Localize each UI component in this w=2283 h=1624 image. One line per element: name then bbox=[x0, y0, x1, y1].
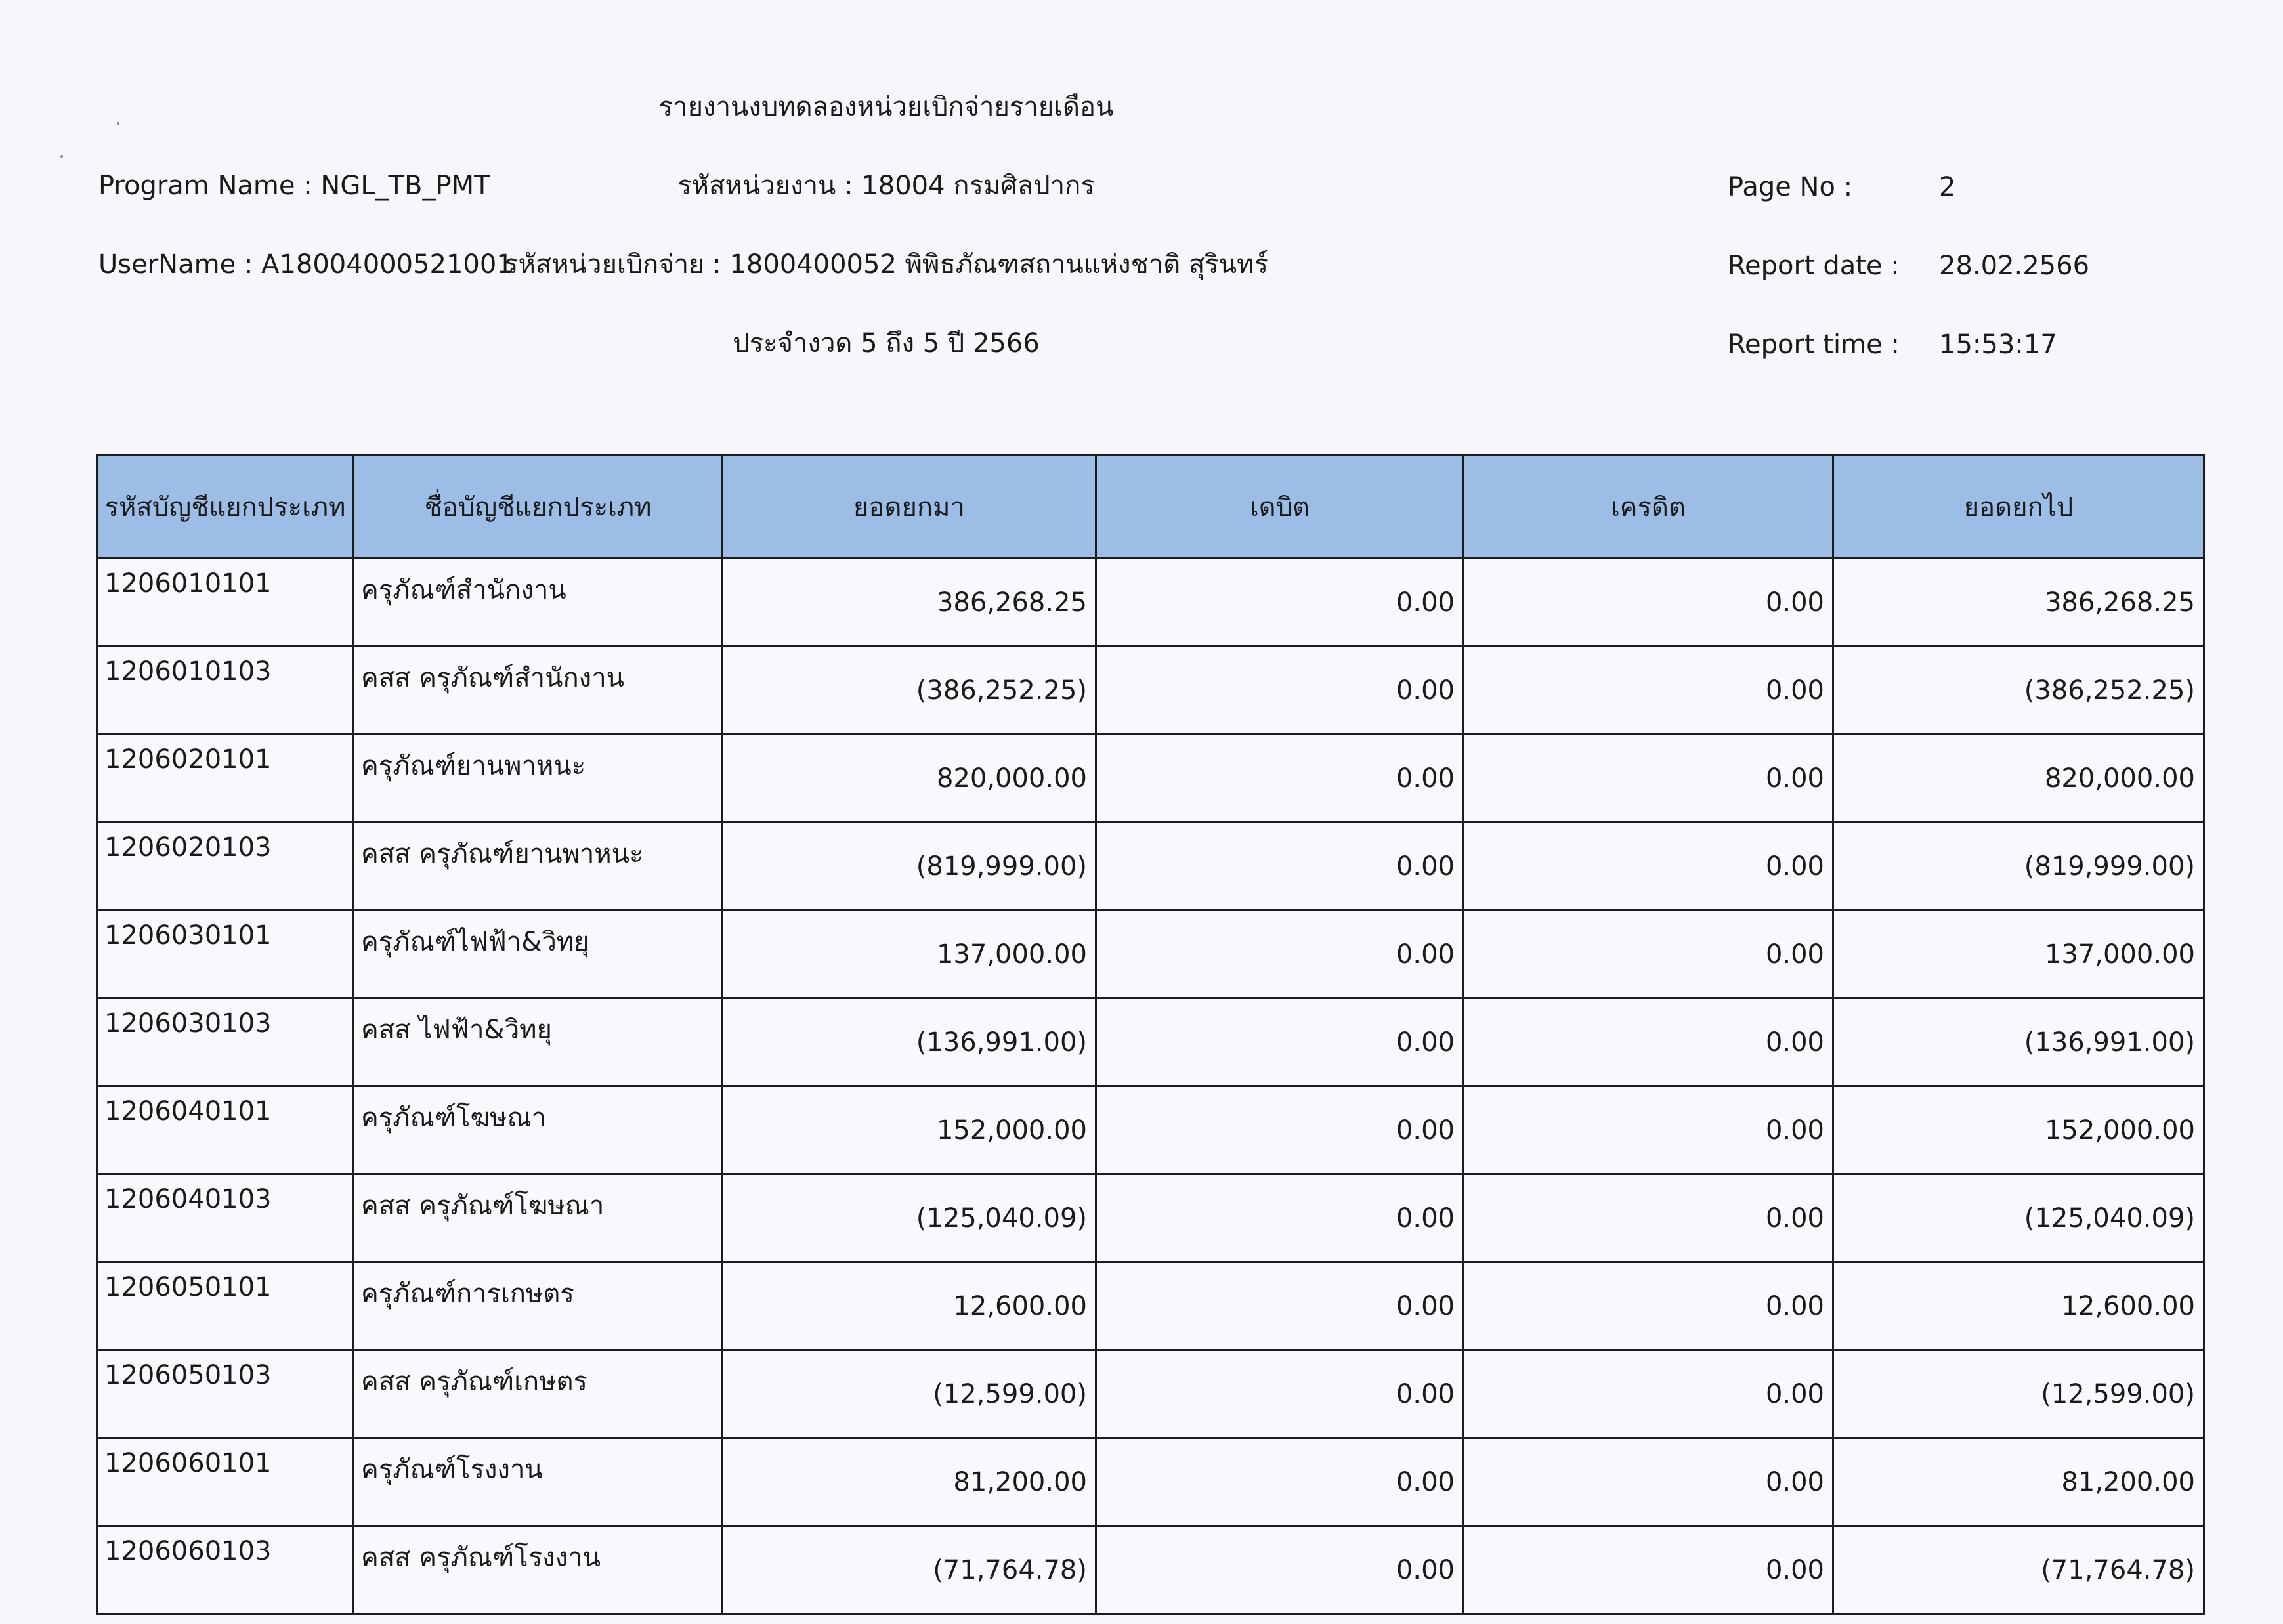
cell-carried-forward: (71,764.78) bbox=[1833, 1526, 2204, 1614]
cell-carried-forward: 137,000.00 bbox=[1833, 910, 2204, 998]
cell-brought-forward: 152,000.00 bbox=[723, 1086, 1096, 1174]
cell-credit: 0.00 bbox=[1464, 1438, 1833, 1526]
table-row bbox=[97, 1438, 2204, 1526]
table-row bbox=[97, 735, 2204, 823]
cell-debit: 0.00 bbox=[1096, 1262, 1464, 1350]
disbursing-unit-line: รหัสหน่วยเบิกจ่าย : 1800400052 พิพิธภัณฑสถานแห่งชาติ สุรินทร์ bbox=[504, 249, 1268, 280]
cell-carried-forward: 152,000.00 bbox=[1833, 1086, 2204, 1174]
cell-carried-forward: (12,599.00) bbox=[1833, 1350, 2204, 1438]
cell-account-name: ครุภัณฑ์โฆษณา bbox=[354, 1086, 723, 1174]
table-row bbox=[97, 1526, 2204, 1614]
cell-carried-forward: (819,999.00) bbox=[1833, 823, 2204, 910]
cell-account-code: 1206020103 bbox=[97, 823, 354, 910]
agency-line: รหัสหน่วยงาน : 18004 กรมศิลปากร bbox=[677, 171, 1095, 201]
report-date-value: 28.02.2566 bbox=[1939, 251, 2090, 281]
table-row bbox=[97, 998, 2204, 1086]
cell-debit: 0.00 bbox=[1096, 1086, 1464, 1174]
cell-debit: 0.00 bbox=[1096, 998, 1464, 1086]
cell-account-code: 1206040103 bbox=[97, 1174, 354, 1262]
table-row bbox=[97, 910, 2204, 998]
cell-brought-forward: 137,000.00 bbox=[723, 910, 1096, 998]
cell-account-code: 1206030101 bbox=[97, 910, 354, 998]
trial-balance-table bbox=[96, 454, 2205, 1615]
cell-account-name: ครุภัณฑ์โรงงาน bbox=[354, 1438, 723, 1526]
cell-credit: 0.00 bbox=[1464, 998, 1833, 1086]
cell-brought-forward: (819,999.00) bbox=[723, 823, 1096, 910]
period-line: ประจำงวด 5 ถึง 5 ปี 2566 bbox=[733, 328, 1040, 358]
user-name: UserName : A18004000521001 bbox=[98, 249, 513, 280]
cell-carried-forward: 12,600.00 bbox=[1833, 1262, 2204, 1350]
cell-debit: 0.00 bbox=[1096, 1526, 1464, 1614]
cell-brought-forward: (125,040.09) bbox=[723, 1174, 1096, 1262]
cell-account-name: ครุภัณฑ์สำนักงาน bbox=[354, 559, 723, 647]
cell-carried-forward: (386,252.25) bbox=[1833, 647, 2204, 735]
cell-account-name: คสส ไฟฟ้า&วิทยุ bbox=[354, 998, 723, 1086]
table-row bbox=[97, 1174, 2204, 1262]
cell-carried-forward: 386,268.25 bbox=[1833, 559, 2204, 647]
header-debit: เดบิต bbox=[1096, 456, 1464, 559]
cell-account-code: 1206020101 bbox=[97, 735, 354, 823]
table-row bbox=[97, 1262, 2204, 1350]
cell-credit: 0.00 bbox=[1464, 559, 1833, 647]
cell-credit: 0.00 bbox=[1464, 1262, 1833, 1350]
cell-credit: 0.00 bbox=[1464, 823, 1833, 910]
cell-account-code: 1206050103 bbox=[97, 1350, 354, 1438]
program-name: Program Name : NGL_TB_PMT bbox=[98, 171, 490, 201]
page-no-label: Page No : bbox=[1728, 172, 1853, 202]
cell-account-code: 1206050101 bbox=[97, 1262, 354, 1350]
cell-account-name: ครุภัณฑ์ไฟฟ้า&วิทยุ bbox=[354, 910, 723, 998]
table-header-row bbox=[97, 456, 2204, 559]
cell-brought-forward: (136,991.00) bbox=[723, 998, 1096, 1086]
cell-credit: 0.00 bbox=[1464, 647, 1833, 735]
report-time-value: 15:53:17 bbox=[1939, 330, 2057, 360]
header-carried-forward: ยอดยกไป bbox=[1833, 456, 2204, 559]
cell-carried-forward: (125,040.09) bbox=[1833, 1174, 2204, 1262]
cell-debit: 0.00 bbox=[1096, 559, 1464, 647]
cell-credit: 0.00 bbox=[1464, 1174, 1833, 1262]
table-row bbox=[97, 1350, 2204, 1438]
scan-speck bbox=[60, 155, 63, 158]
report-date-label: Report date : bbox=[1728, 251, 1900, 281]
report-time-label: Report time : bbox=[1728, 330, 1900, 360]
cell-credit: 0.00 bbox=[1464, 910, 1833, 998]
cell-carried-forward: (136,991.00) bbox=[1833, 998, 2204, 1086]
table-row bbox=[97, 559, 2204, 647]
header-account-name: ชื่อบัญชีแยกประเภท bbox=[354, 456, 723, 559]
cell-account-code: 1206060101 bbox=[97, 1438, 354, 1526]
cell-credit: 0.00 bbox=[1464, 1350, 1833, 1438]
cell-account-code: 1206060103 bbox=[97, 1526, 354, 1614]
cell-brought-forward: 12,600.00 bbox=[723, 1262, 1096, 1350]
cell-debit: 0.00 bbox=[1096, 1438, 1464, 1526]
cell-credit: 0.00 bbox=[1464, 1526, 1833, 1614]
cell-account-code: 1206030103 bbox=[97, 998, 354, 1086]
cell-carried-forward: 820,000.00 bbox=[1833, 735, 2204, 823]
cell-debit: 0.00 bbox=[1096, 735, 1464, 823]
cell-account-code: 1206040101 bbox=[97, 1086, 354, 1174]
cell-account-name: คสส ครุภัณฑ์เกษตร bbox=[354, 1350, 723, 1438]
cell-account-name: ครุภัณฑ์ยานพาหนะ bbox=[354, 735, 723, 823]
cell-brought-forward: (386,252.25) bbox=[723, 647, 1096, 735]
cell-account-name: ครุภัณฑ์การเกษตร bbox=[354, 1262, 723, 1350]
cell-account-code: 1206010101 bbox=[97, 559, 354, 647]
cell-debit: 0.00 bbox=[1096, 910, 1464, 998]
table-row bbox=[97, 647, 2204, 735]
header-brought-forward: ยอดยกมา bbox=[723, 456, 1096, 559]
cell-account-name: คสส ครุภัณฑ์โฆษณา bbox=[354, 1174, 723, 1262]
cell-debit: 0.00 bbox=[1096, 1174, 1464, 1262]
cell-credit: 0.00 bbox=[1464, 735, 1833, 823]
table-row bbox=[97, 823, 2204, 910]
cell-carried-forward: 81,200.00 bbox=[1833, 1438, 2204, 1526]
header-credit: เครดิต bbox=[1464, 456, 1833, 559]
cell-credit: 0.00 bbox=[1464, 1086, 1833, 1174]
cell-account-code: 1206010103 bbox=[97, 647, 354, 735]
cell-brought-forward: 820,000.00 bbox=[723, 735, 1096, 823]
table-row bbox=[97, 1086, 2204, 1174]
header-account-code: รหัสบัญชีแยกประเภท bbox=[97, 456, 354, 559]
page-no-value: 2 bbox=[1939, 172, 1956, 202]
cell-brought-forward: (12,599.00) bbox=[723, 1350, 1096, 1438]
cell-brought-forward: 81,200.00 bbox=[723, 1438, 1096, 1526]
cell-brought-forward: 386,268.25 bbox=[723, 559, 1096, 647]
report-title: รายงานงบทดลองหน่วยเบิกจ่ายรายเดือน bbox=[658, 92, 1114, 122]
cell-debit: 0.00 bbox=[1096, 823, 1464, 910]
cell-account-name: คสส ครุภัณฑ์ยานพาหนะ bbox=[354, 823, 723, 910]
cell-account-name: คสส ครุภัณฑ์โรงงาน bbox=[354, 1526, 723, 1614]
table-body bbox=[97, 559, 2204, 1614]
cell-brought-forward: (71,764.78) bbox=[723, 1526, 1096, 1614]
cell-account-name: คสส ครุภัณฑ์สำนักงาน bbox=[354, 647, 723, 735]
cell-debit: 0.00 bbox=[1096, 1350, 1464, 1438]
cell-debit: 0.00 bbox=[1096, 647, 1464, 735]
